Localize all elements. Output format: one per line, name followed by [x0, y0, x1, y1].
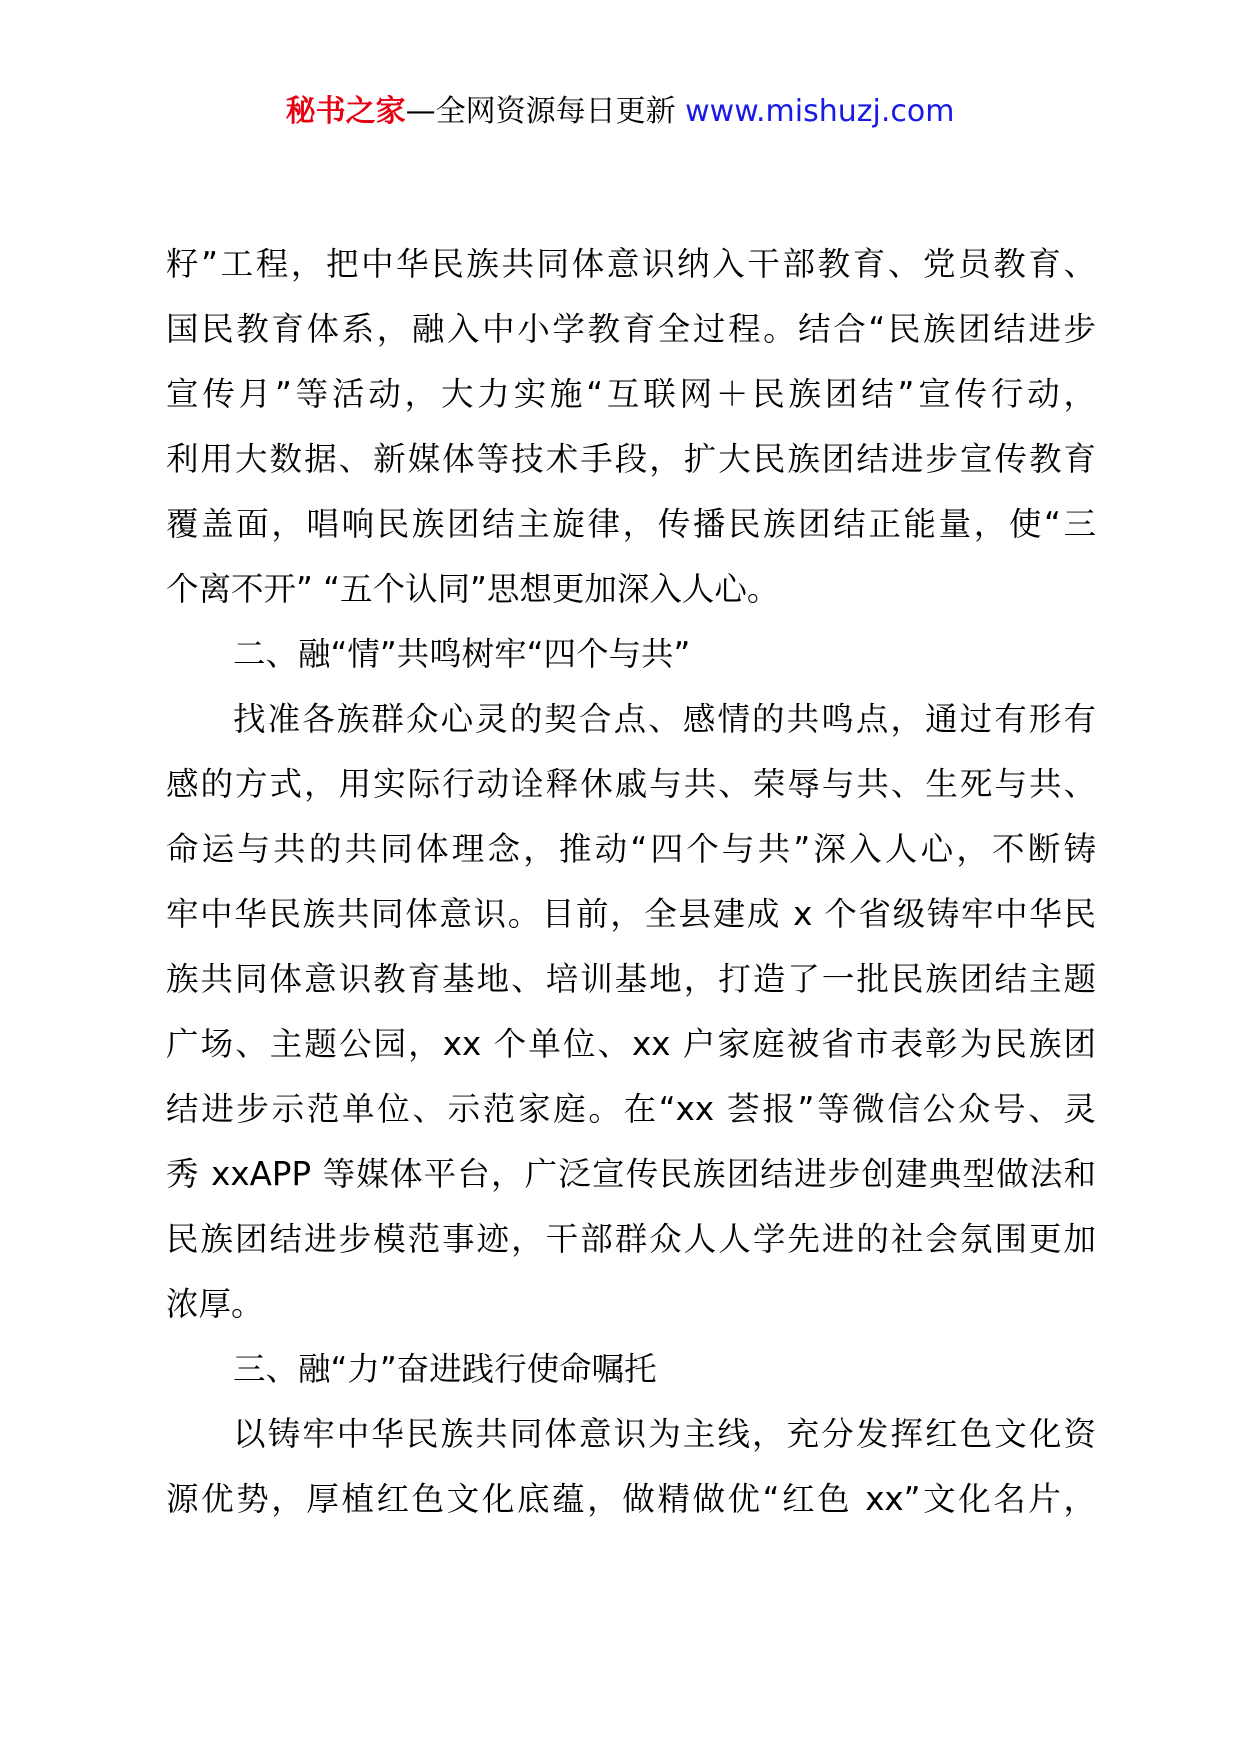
site-header — [0, 92, 1240, 132]
text-line: 浓厚。 — [166, 1285, 264, 1323]
text-line: 民族团结进步模范事迹，干部群众人人学先进的社会氛围更加 — [166, 1220, 1096, 1258]
brand-name: 秘书之家 — [285, 94, 406, 129]
text-line: 命运与共的共同体理念，推动“四个与共”深入人心，不断铸 — [166, 830, 1096, 868]
site-url-link[interactable]: www.mishuzj.com — [685, 94, 955, 129]
text-line: 个离不开” “五个认同”思想更加深入人心。 — [166, 570, 780, 608]
text-line: 找准各族群众心灵的契合点、感情的共鸣点，通过有形有 — [233, 700, 1096, 738]
text-line: 国民教育体系，融入中小学教育全过程。结合“民族团结进步 — [166, 310, 1096, 348]
text-line: 广场、主题公园，xx 个单位、xx 户家庭被省市表彰为民族团 — [166, 1025, 1096, 1063]
text-line: 宣传月”等活动，大力实施“互联网＋民族团结”宣传行动， — [166, 375, 1096, 413]
text-line: 源优势，厚植红色文化底蕴，做精做优“红色 xx”文化名片， — [166, 1480, 1096, 1518]
document-body — [166, 232, 1096, 1532]
text-line: 牢中华民族共同体意识。目前，全县建成 x 个省级铸牢中华民 — [166, 895, 1096, 933]
text-line: 感的方式，用实际行动诠释休戚与共、荣辱与共、生死与共、 — [166, 765, 1096, 803]
text-line: 结进步示范单位、示范家庭。在“xx 荟报”等微信公众号、灵 — [166, 1090, 1096, 1128]
text-line: 利用大数据、新媒体等技术手段，扩大民族团结进步宣传教育 — [166, 440, 1096, 478]
header-tagline: —全网资源每日更新 — [405, 94, 676, 129]
text-line: 族共同体意识教育基地、培训基地，打造了一批民族团结主题 — [166, 960, 1096, 998]
section-heading-3: 三、融“力”奋进践行使命嘱托 — [233, 1350, 657, 1388]
text-line: 秀 xxAPP 等媒体平台，广泛宣传民族团结进步创建典型做法和 — [166, 1155, 1096, 1193]
text-line: 以铸牢中华民族共同体意识为主线，充分发挥红色文化资 — [233, 1415, 1096, 1453]
section-heading-2: 二、融“情”共鸣树牢“四个与共” — [233, 635, 691, 673]
text-line: 覆盖面，唱响民族团结主旋律，传播民族团结正能量，使“三 — [166, 505, 1096, 543]
text-line: 籽”工程，把中华民族共同体意识纳入干部教育、党员教育、 — [166, 245, 1096, 283]
